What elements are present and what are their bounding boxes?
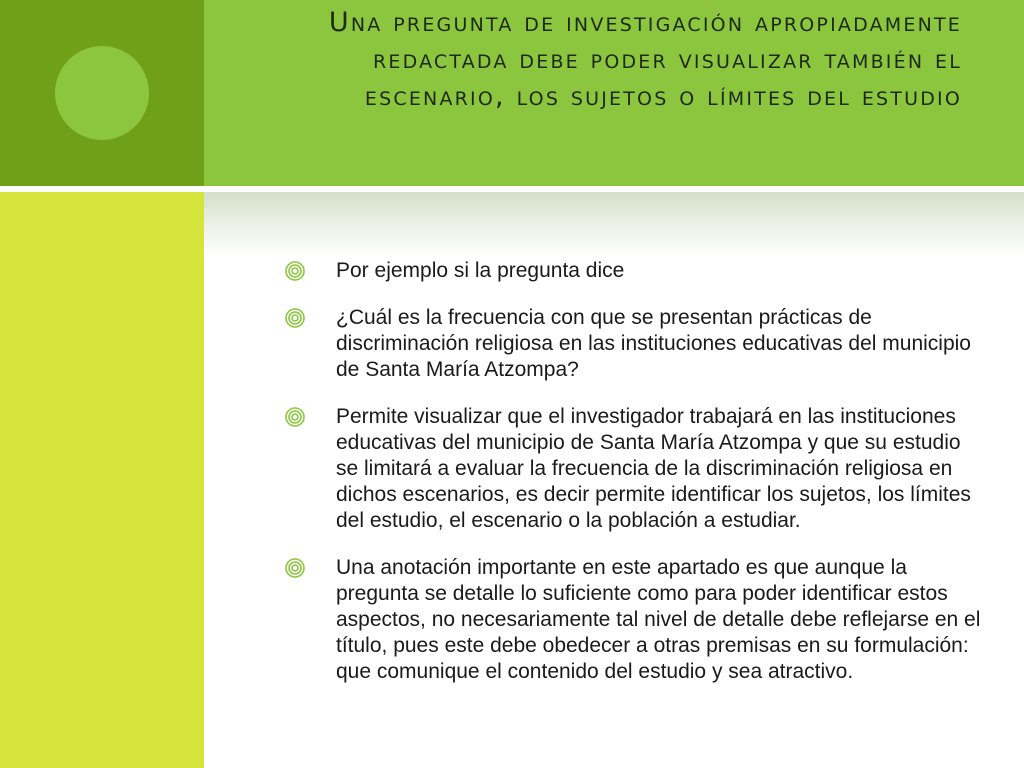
decorative-circle: [55, 46, 149, 140]
bullet-list: [284, 258, 984, 706]
bullet-item: [284, 258, 984, 284]
concentric-circle-bullet-icon: [284, 406, 306, 428]
slide-title: Una pregunta de investigación apropiadamente redactada debe poder visualizar también el escenario, los sujetos o límites del estudio: [328, 7, 962, 112]
bullet-text: Por ejemplo si la pregunta dice: [336, 259, 625, 282]
concentric-circle-bullet-icon: [284, 557, 306, 579]
gradient-band: [204, 192, 1024, 258]
bullet-text: Una anotación importante en este apartado es que aunque la pregunta se detalle lo suficiente como para poder identificar estos aspectos, no necesariamente tal nivel de detalle debe reflejarse en el título, pues este debe obedecer a otras premisas en su formulación: que comunique el contenido del estudio y sea atractivo.: [336, 556, 981, 683]
concentric-circle-bullet-icon: [284, 260, 306, 282]
bullet-item: [284, 404, 984, 534]
bullet-item: [284, 555, 984, 685]
left-accent-strip: [0, 192, 204, 768]
bullet-item: [284, 305, 984, 383]
bullet-text: Permite visualizar que el investigador trabajará en las instituciones educativas del municipio de Santa María Atzompa y que su estudio se limitará a evaluar la frecuencia de la discriminación religiosa en dichos escenarios, es decir permite identificar los sujetos, los límites del estudio, el escenario o la población a estudiar.: [336, 405, 971, 532]
bullet-text: ¿Cuál es la frecuencia con que se presentan prácticas de discriminación religiosa en las instituciones educativas del municipio de Santa María Atzompa?: [336, 306, 971, 381]
concentric-circle-bullet-icon: [284, 307, 306, 329]
